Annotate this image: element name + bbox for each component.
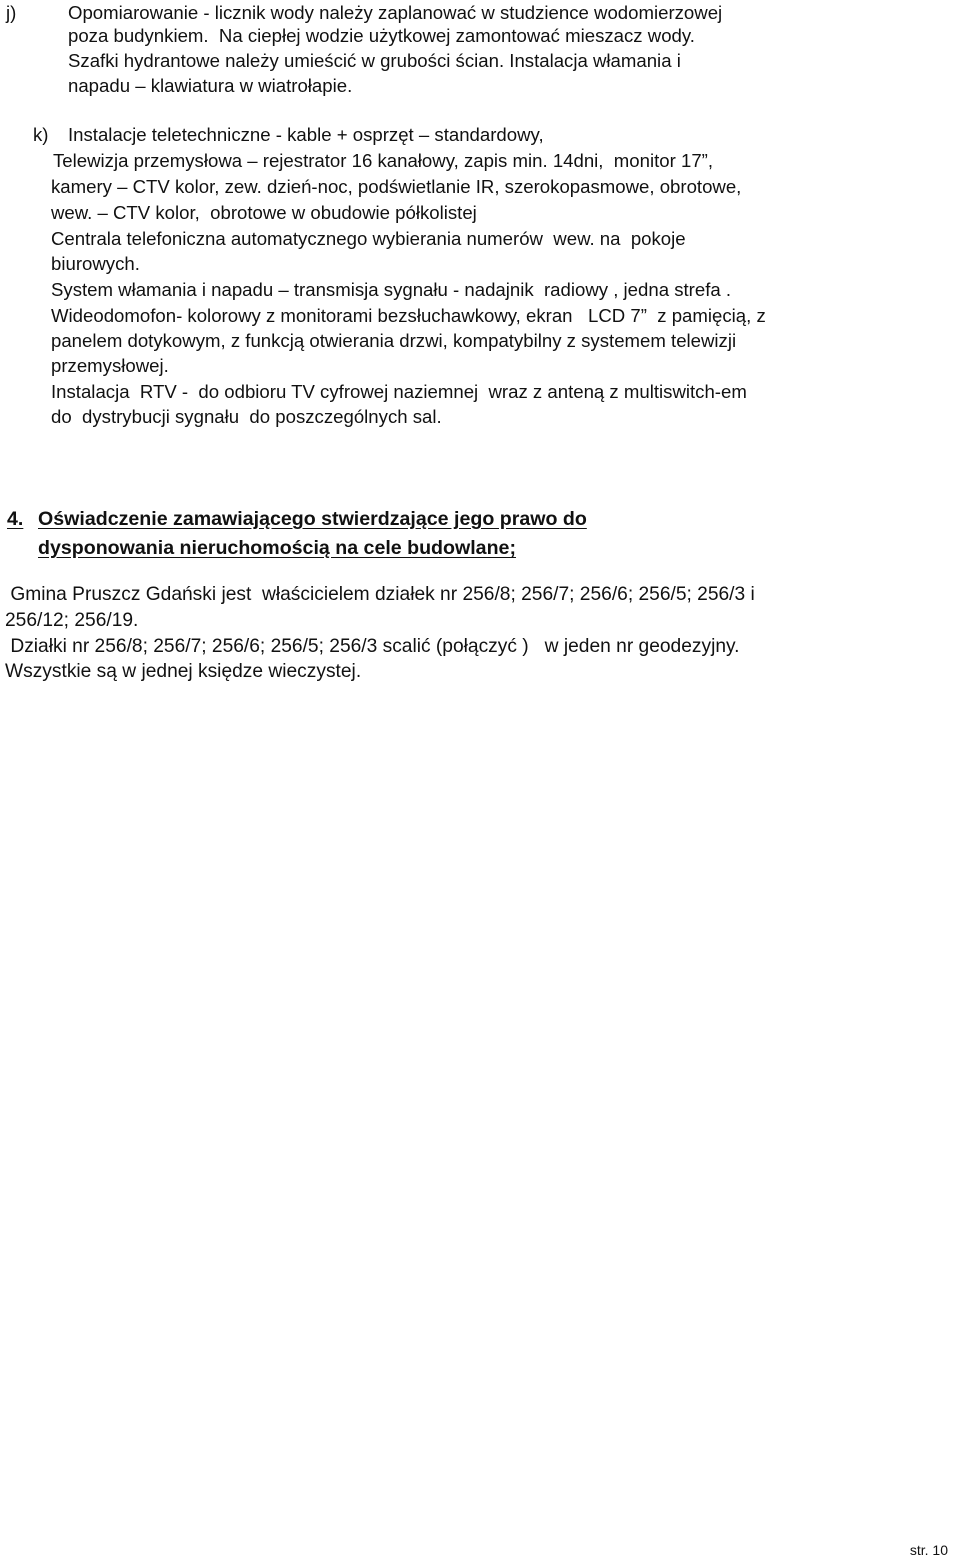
paragraph-j-line-3: Szafki hydrantowe należy umieścić w grubości ścian. Instalacja włamania i	[68, 50, 681, 71]
paragraph-k-line-10: przemysłowej.	[51, 355, 169, 376]
paragraph-k-line-7: System włamania i napadu – transmisja sygnału - nadajnik radiowy , jedna strefa .	[51, 279, 732, 300]
paragraph-j-line-4: napadu – klawiatura w wiatrołapie.	[68, 75, 353, 96]
section-heading-line-2: dysponowania nieruchomością na cele budowlane;	[38, 537, 516, 559]
paragraph-j-line-1: Opomiarowanie - licznik wody należy zaplanować w studzience wodomierzowej	[68, 2, 723, 23]
ownership-line-4: Wszystkie są w jednej księdze wieczystej.	[5, 661, 362, 682]
paragraph-k-line-5: Centrala telefoniczna automatycznego wybierania numerów wew. na pokoje	[51, 228, 686, 249]
section-number: 4.	[7, 508, 24, 530]
ownership-line-2: 256/12; 256/19.	[5, 610, 139, 631]
item-marker-j: j)	[6, 2, 17, 23]
paragraph-k-line-11: Instalacja RTV - do odbioru TV cyfrowej naziemnej wraz z anteną z multiswitch-em	[51, 381, 747, 402]
paragraph-k-line-3: kamery – CTV kolor, zew. dzień-noc, podświetlanie IR, szerokopasmowe, obrotowe,	[51, 176, 742, 197]
ownership-line-1: Gmina Pruszcz Gdański jest właścicielem działek nr 256/8; 256/7; 256/6; 256/5; 256/3 i	[5, 584, 755, 605]
paragraph-j-line-2: poza budynkiem. Na ciepłej wodzie użytkowej zamontować mieszacz wody.	[68, 25, 695, 46]
paragraph-k-line-8: Wideodomofon- kolorowy z monitorami bezsłuchawkowy, ekran LCD 7” z pamięcią, z	[51, 305, 766, 326]
paragraph-k-line-4: wew. – CTV kolor, obrotowe w obudowie półkolistej	[51, 202, 477, 223]
paragraph-k-line-9: panelem dotykowym, z funkcją otwierania drzwi, kompatybilny z systemem telewizji	[51, 330, 737, 351]
paragraph-k-line-2: Telewizja przemysłowa – rejestrator 16 kanałowy, zapis min. 14dni, monitor 17”,	[53, 150, 714, 171]
paragraph-k-line-1: Instalacje teletechniczne - kable + osprzęt – standardowy,	[68, 124, 544, 145]
ownership-line-3: Działki nr 256/8; 256/7; 256/6; 256/5; 256/3 scalić (połączyć ) w jeden nr geodezyjny.	[5, 636, 740, 657]
section-heading-line-1: Oświadczenie zamawiającego stwierdzające jego prawo do	[38, 508, 587, 530]
item-marker-k: k)	[33, 124, 49, 145]
paragraph-k-line-12: do dystrybucji sygnału do poszczególnych sal.	[51, 406, 442, 427]
paragraph-k-line-6: biurowych.	[51, 253, 140, 274]
page-number: str. 10	[909, 1542, 948, 1558]
